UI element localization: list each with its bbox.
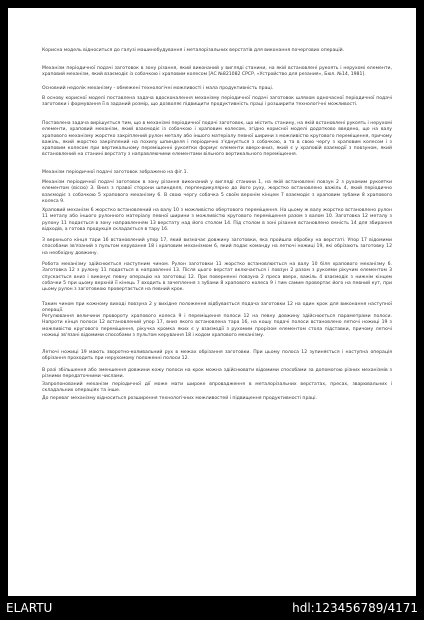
paragraph-15: Запропонований механізм періодичної дії може мати широке впровадження в металорізальних верстатах, пресах, зварювальних і складальних операціях та інше. <box>42 382 392 394</box>
paragraph-16: До переваг механізму відноситься розширення технологічних можливостей і підвищення продуктивності праці. <box>42 396 318 401</box>
footer-handle-label: hdl:123456789/4171 <box>292 601 418 615</box>
paragraph-10: Робота механізму здійснюється наступним чином. Рулон заготовки 11 жорстко встановлюється на валу 10 біля храпового механізму 6. Заготовка 12 з рулону 11 подається в направленні 13. Після цього верстат включається і повзун 2 разом з рукоями рікучим елементом 3 спускається вниз і виконує певну операцію на заготовці 12. При поверненні повзуна 2 преса вверх, важіль 4 взаємодіє з нижнім кінцем собачки 5 при цьому верхній її кінець 7 входить в зачеплення з зубами 8 храпового колеса 9 і тим самим провертає його на певний кут, при цьому рулон з заготовкою провертається на певний крок. <box>42 262 392 292</box>
footer-bar <box>0 596 424 620</box>
paragraph-12: Регулювання величини провороту храпового колеса 9 і переміщення полоси 12 на певну довжину здійснюється параметрами полоси. Напроти кінця полоси 12 встановлений упор 17, вниз якого встановлена тара 16, на кошу подачі полоси встановлено летючі ножиці 19 з можливістю кругового переміщення, рікучка кромка яких є у взаємодії з рухомим прорізом елементом стола підставки, причому летючі ножиці зв'язані відомими способами з пультом керування 18 і кодом храпового механізму. <box>42 314 392 338</box>
paragraph-1: Корисна модель відноситься до галузі машинобудування і металорізальних верстатів для виконання почергових операцій. <box>42 48 345 53</box>
paragraph-4: В основу корисної моделі поставлена задача вдосконалення механізму періодичної подачі заготовок шляхом одночасної періодичної подачі заготовки і формування її в заданий розмір, що дозволяє підвищити продуктивність праці і розширити технологічні можливості. <box>42 96 392 108</box>
paragraph-13: Летючі ножиці 19 мають зворотно-коливальний рух в межах обрізання заготовки. При цьому полоса 12 зупиняється і наступна операція обрізання проходить при нерухомому положенні полоси 12. <box>42 350 392 362</box>
document-page <box>8 8 416 596</box>
paragraph-5: Поставлена задача вирішується тим, що в механізмі періодичної подачі заготовок, що містить станину, на якій встановлені рукоять і нерухомі елементи, храповий механізм, який взаємодіє із собачкою і храповим колесом, згідно корисної моделі додатково введено, що на валу храпового механізму жорстко закріплений рулон металу або іншого матеріалу певної ширини з можливістю кругового переміщення, причому важіль, який жорстко закріплений на похилу шпинделя і періодично з'єднується з собачкою, а та в свою чергу з храповим колесом і з храповим колесом при вертикальному переміщенні рукоятки формує елементи вверх-вниз, який є у храповій взаємодії з повзуном, який встановлений на станині верстату з направляючими елементами вільного вертикального переміщення. <box>42 121 392 158</box>
paragraph-11: Таким чином при кожному виході повзуна 2 у вихідне положення відбувається подача заготовки 12 на один крок для виконання наступної операції. <box>42 302 392 314</box>
paragraph-2: Механізм періодичної подачі заготовок в зону різання, який виконаний у вигляді станини, на якій встановлені рукоять і нерухомі елементи, храповий механізм, який взаємодіє із собачкою і храповим колесом [АС №821082 СРСР, «Устройство для резания», Бюл. №14, 1981]. <box>42 66 392 78</box>
paragraph-7: Механізм періодичної подачі заготовок в зону різання виконаний у вигляді станини 1, на якій встановлені повзун 2 з рухомим рукоятки елементом (віссю) 3. Вниз з правої сторони шпинделя, перпендикулярно до його руху, жорстко встановлено важіль 4, який періодично взаємодіє з собачкою 5 храпового механізму 6. В свою чергу собачка 5 своїм верхнім кінцем 7 взаємодіє з храповим зубами 8 храпового колеса 9. <box>42 180 392 204</box>
paragraph-9: З верхнього кінця тари 16 встановлений упор 17, який визначає довжину заготовки, яка пройшла обробку на верстаті. Упор 17 відомими способами зв'язаний з пультом керування 18 і храповим механізмом 6, який подає команду на летючі ножиці 19, які обрізають заготовку 12 на необхідну довжину. <box>42 238 392 256</box>
paragraph-8: Храповий механізм 6 жорстко встановлений на валу 10 з можливістю обертового переміщення. На цьому ж валу жорстко встановлено рулон 11 металу або іншого рулонного матеріалу певної ширини з можливістю кругового переміщення разом з валом 10. Заготовка 12 металу з рулону 11 подається в зону направленням 13 верстату над його столом 14. Під столом в зоні різання встановлено ємність 14 для збирання відходів, а готова продукція складається в тару 16. <box>42 208 392 232</box>
footer-source-label: ELARTU <box>6 601 53 615</box>
paragraph-14: В разі збільшення або зменшення довжини кожу полоси на крок можна здійснювати відомими способами за допомогою різних механізмів з різними передаточними числами. <box>42 368 392 380</box>
paragraph-6: Механізм періодичної подачі заготовок зображено на фіг.1. <box>42 170 189 175</box>
paragraph-3: Основний недолік механізму - обмежені технологічні можливості і мала продуктивність праці. <box>42 86 274 91</box>
